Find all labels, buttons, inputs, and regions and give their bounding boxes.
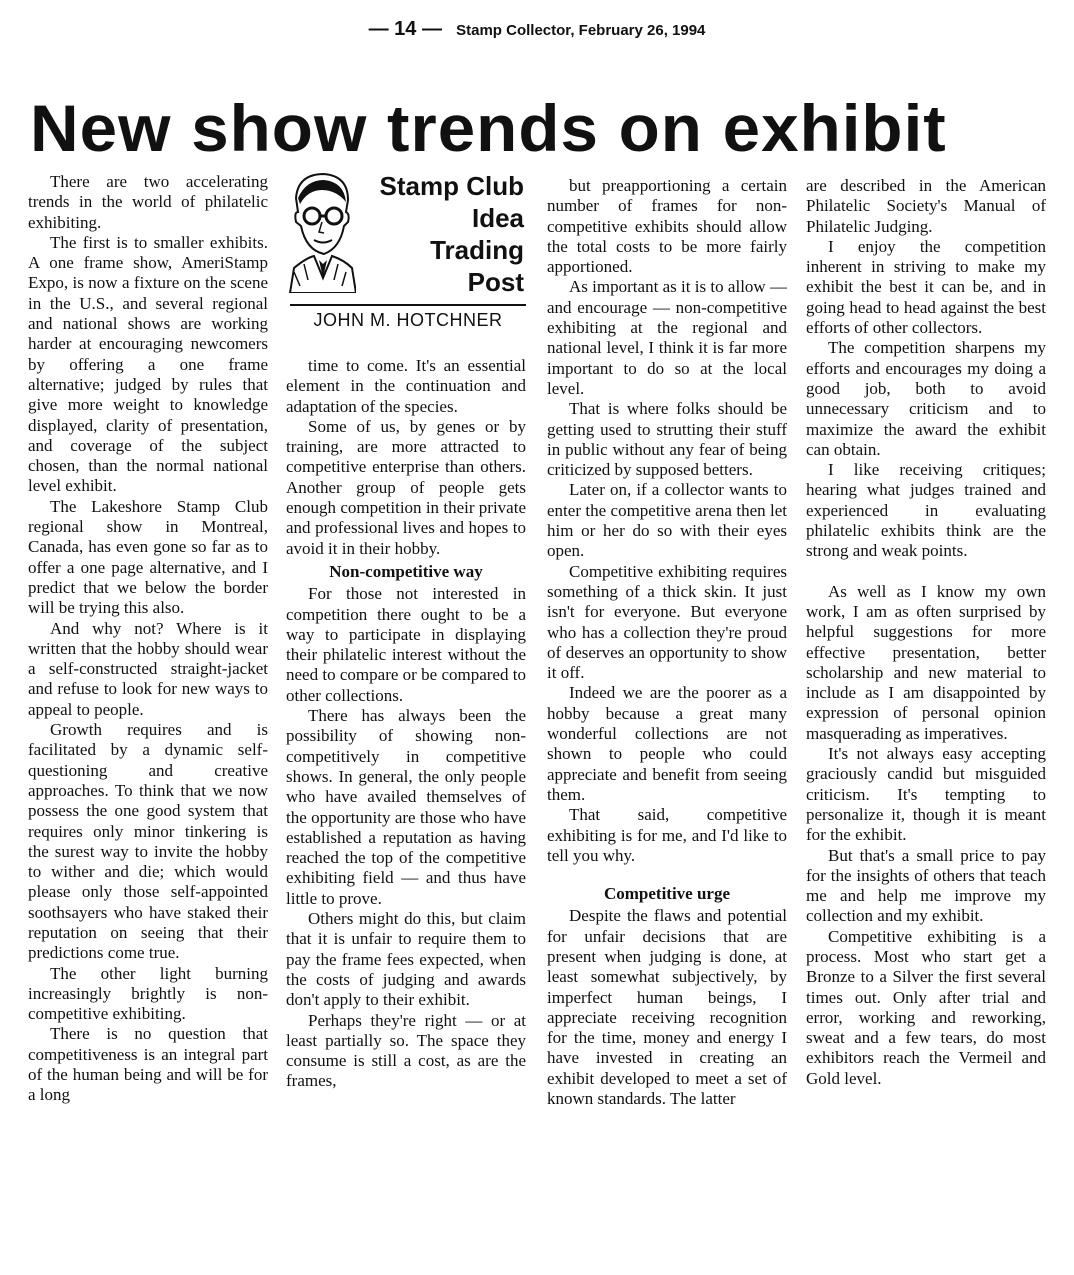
- paragraph: There are two accelerating trends in the world of philatelic exhibiting.: [28, 172, 268, 232]
- publication-line: Stamp Collector, February 26, 1994: [456, 22, 706, 39]
- paragraph: That is where folks should be getting used to strutting their stuff in public without any fear of being criticized by supposed betters.: [547, 399, 787, 480]
- article-column-3: [547, 176, 787, 1262]
- paragraph: time to come. It's an essential element in the continuation and adaptation of the species.: [286, 356, 526, 416]
- article-column-2: [286, 356, 526, 1262]
- author-portrait-icon: [286, 168, 356, 293]
- column-title-line: Trading: [430, 235, 524, 265]
- article-column-1: [28, 172, 268, 1262]
- paragraph: And why not? Where is it written that the hobby should wear a self-constructed straight-jacket and refuse to look for new ways to appeal to people.: [28, 618, 268, 719]
- paragraph: There has always been the possibility of showing non-competitively in competitive shows. In general, the only people who have availed themselves of the opportunity are those who have established a reputation as having reached the top of the competitive exhibiting field — and thus have little to prove.: [286, 706, 526, 908]
- paragraph: As well as I know my own work, I am as often surprised by helpful suggestions for more effective presentation, better scholarship and new material to include as I am disappointed by expression of personal opinion masquerading as imperatives.: [806, 581, 1046, 743]
- paragraph: Competitive exhibiting requires something of a thick skin. It just isn't for everyone. But everyone who has a collection they're proud of deserves an opportunity to show it off.: [547, 561, 787, 683]
- paragraph: The competition sharpens my efforts and encourages my doing a good job, both to avoid unnecessary criticism and to maximize the award the exhibit can obtain.: [806, 338, 1046, 459]
- paragraph: Later on, if a collector wants to enter the competitive arena then let him or her do so with their eyes open.: [547, 480, 787, 561]
- section-heading: Non-competitive way: [329, 561, 483, 581]
- paragraph: The other light burning increasingly brightly is non-competitive exhibiting.: [28, 963, 268, 1024]
- paragraph: Competitive exhibiting is a process. Most who start get a Bronze to a Silver the first several times out. Only after trial and error, working and reworking, sweat and a few tears, do most exhibitors reach the Vermeil and Gold level.: [806, 926, 1046, 1088]
- paragraph: It's not always easy accepting graciously candid but misguided criticism. It's tempting to personalize it, though it is meant for the exhibit.: [806, 744, 1046, 845]
- masthead: [0, 18, 1074, 41]
- column-header: [286, 168, 530, 344]
- paragraph: but preapportioning a certain number of frames for non-competitive exhibits should allow the total costs to be more fairly apportioned.: [547, 176, 787, 277]
- paragraph: But that's a small price to pay for the insights of others that teach me and help me improve my collection and my exhibit.: [806, 845, 1046, 926]
- column-title: [380, 170, 524, 298]
- column-title-line: Idea: [471, 203, 524, 233]
- column-title-line: Stamp Club: [379, 171, 524, 201]
- headline: New show trends on exhibit: [30, 91, 947, 165]
- paragraph: I enjoy the competition inherent in striving to make my exhibit the best it can be, and in going head to head against the best efforts of other collectors.: [806, 236, 1046, 338]
- paragraph: Growth requires and is facilitated by a dynamic self-questioning and creative approaches. To think that we now possess the one good system that requires only minor tinkering is the surest way to invite the hobby to wither and die; which would please only those self-appointed soothsayers who have staked their reputation on seeing that their predictions come true.: [28, 720, 268, 963]
- paragraph: There is no question that competitiveness is an integral part of the human being and will be for a long: [28, 1024, 268, 1105]
- paragraph: As important as it is to allow — and encourage — non-competitive exhibiting at the regional and national level, I think it is far more important to do so at the local level.: [547, 277, 787, 398]
- paragraph: The Lakeshore Stamp Club regional show in Montreal, Canada, has even gone so far as to offer a one page alternative, and I predict that we below the border will be trying this also.: [28, 496, 268, 618]
- paragraph: I like receiving critiques; hearing what judges trained and experienced in evaluating philatelic exhibits think are the strong and weak points.: [806, 460, 1046, 561]
- paragraph: For those not interested in competition there ought to be a way to participate in displaying their philatelic interest without the need to compare or be compared to other collections.: [286, 584, 526, 705]
- paragraph: That said, competitive exhibiting is for me, and I'd like to tell you why.: [547, 805, 787, 865]
- page-number: — 14 —: [368, 18, 442, 40]
- byline: JOHN M. HOTCHNER: [290, 304, 526, 331]
- paragraph: are described in the American Philatelic Society's Manual of Philatelic Judging.: [806, 176, 1046, 236]
- column-title-line: Post: [467, 267, 524, 297]
- paragraph: Some of us, by genes or by training, are more attracted to competitive enterprise than others. Another group of people gets enough competition in their private and professional lives and hopes to avoid it in their hobby.: [286, 416, 526, 558]
- paragraph: The first is to smaller exhibits. A one frame show, AmeriStamp Expo, is now a fixture on the scene in the U.S., and several regional and national shows are working harder at encouraging newcomers by offering a one frame alternative; judged by rules that give more weight to knowledge displayed, clarity of presentation, and coverage of the subject chosen, than the normal national level exhibit.: [28, 232, 268, 496]
- paragraph: Despite the flaws and potential for unfair decisions that are present when judging is done, at least somewhat subjectively, by imperfect human beings, I appreciate receiving recognition for the time, money and energy I have invested in creating an exhibit developed to meet a set of known standards. The latter: [547, 906, 787, 1109]
- paragraph: Others might do this, but claim that it is unfair to require them to pay the frame fees expected, when the costs of judging and awards don't apply to their exhibit.: [286, 909, 526, 1010]
- article-column-4: [806, 176, 1046, 1262]
- paragraph: Indeed we are the poorer as a hobby because a great many wonderful collections are not shown to people who could appreciate and benefit from seeing them.: [547, 683, 787, 804]
- section-heading: Competitive urge: [603, 884, 731, 904]
- paragraph: Perhaps they're right — or at least partially so. The space they consume is still a cost, as are the frames,: [286, 1010, 526, 1091]
